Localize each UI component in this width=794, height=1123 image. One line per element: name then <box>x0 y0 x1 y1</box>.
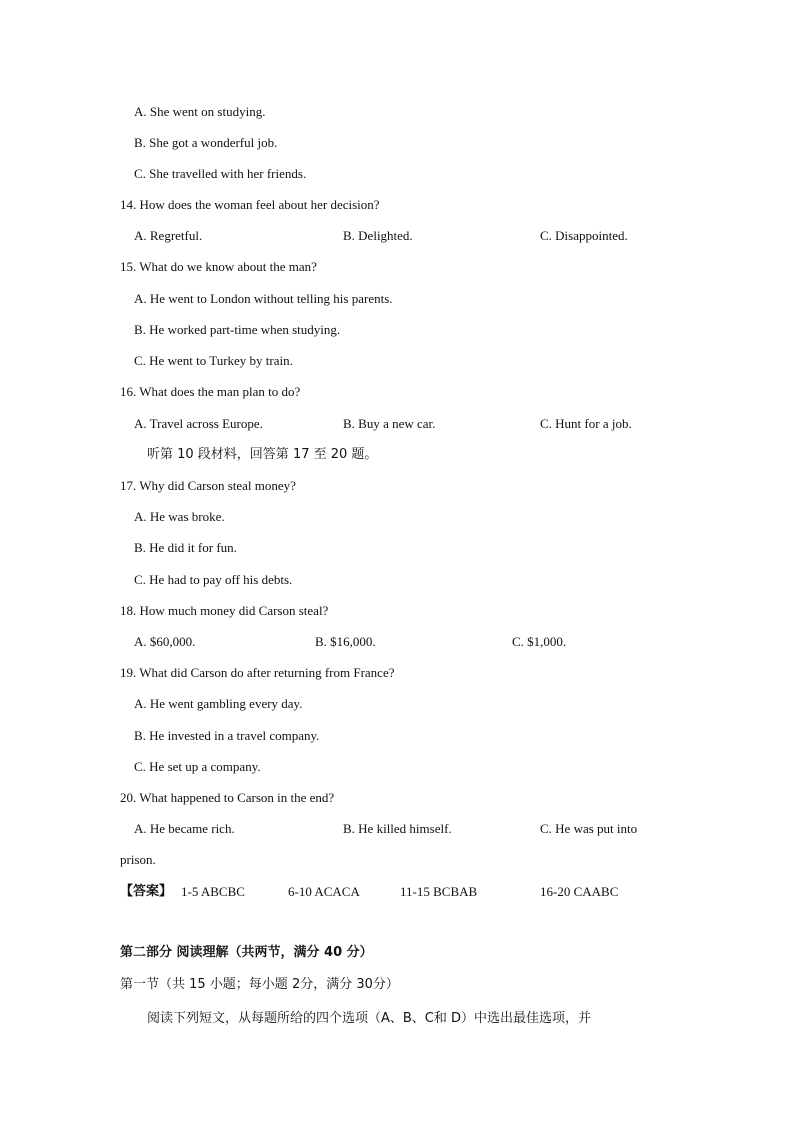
answer-group-11-15: 11-15 BCBAB <box>400 884 478 899</box>
q13-option-b: B. She got a wonderful job. <box>134 135 278 150</box>
q20-option-b: B. He killed himself. <box>343 821 452 836</box>
q18-option-b: B. $16,000. <box>315 634 376 649</box>
part2-instruction: 阅读下列短文，从每题所给的四个选项（A、B、C和 D）中选出最佳选项，并 <box>147 1011 592 1026</box>
q19-option-b: B. He invested in a travel company. <box>134 728 320 743</box>
q15-option-b: B. He worked part-time when studying. <box>134 322 341 337</box>
q14-option-c: C. Disappointed. <box>540 228 628 243</box>
q16-option-b: B. Buy a new car. <box>343 416 436 431</box>
q19-question: 19. What did Carson do after returning from France? <box>120 665 395 680</box>
q18-option-a: A. $60,000. <box>134 634 196 649</box>
q13-option-c: C. She travelled with her friends. <box>134 166 307 181</box>
q18-option-c: C. $1,000. <box>512 634 567 649</box>
q14-option-b: B. Delighted. <box>343 228 413 243</box>
answer-label: 【答案】 <box>120 884 173 899</box>
q14-option-a: A. Regretful. <box>134 228 203 243</box>
q17-option-b: B. He did it for fun. <box>134 540 237 555</box>
q20-option-c-continuation: prison. <box>120 852 156 867</box>
q19-option-c: C. He set up a company. <box>134 759 261 774</box>
q17-option-a: A. He was broke. <box>134 509 225 524</box>
q18-question: 18. How much money did Carson steal? <box>120 603 329 618</box>
part2-title: 第二部分 阅读理解（共两节，满分 40 分） <box>120 945 373 960</box>
q15-question: 15. What do we know about the man? <box>120 259 317 274</box>
q16-question: 16. What does the man plan to do? <box>120 384 301 399</box>
answer-group-1-5: 1-5 ABCBC <box>181 884 245 899</box>
q20-option-c: C. He was put into <box>540 821 638 836</box>
q16-option-c: C. Hunt for a job. <box>540 416 632 431</box>
part2-section1: 第一节（共 15 小题；每小题 2分，满分 30分） <box>120 977 399 992</box>
q20-option-a: A. He became rich. <box>134 821 235 836</box>
q17-option-c: C. He had to pay off his debts. <box>134 572 293 587</box>
q14-question: 14. How does the woman feel about her decision? <box>120 197 380 212</box>
q13-option-a: A. She went on studying. <box>134 104 266 119</box>
q20-question: 20. What happened to Carson in the end? <box>120 790 335 805</box>
q19-option-a: A. He went gambling every day. <box>134 696 303 711</box>
q15-option-c: C. He went to Turkey by train. <box>134 353 293 368</box>
q17-question: 17. Why did Carson steal money? <box>120 478 296 493</box>
q16-option-a: A. Travel across Europe. <box>134 416 263 431</box>
q15-option-a: A. He went to London without telling his parents. <box>134 291 393 306</box>
listening-instruction: 听第 10 段材料，回答第 17 至 20 题。 <box>147 447 378 462</box>
answer-group-6-10: 6-10 ACACA <box>288 884 360 899</box>
answer-group-16-20: 16-20 CAABC <box>540 884 619 899</box>
